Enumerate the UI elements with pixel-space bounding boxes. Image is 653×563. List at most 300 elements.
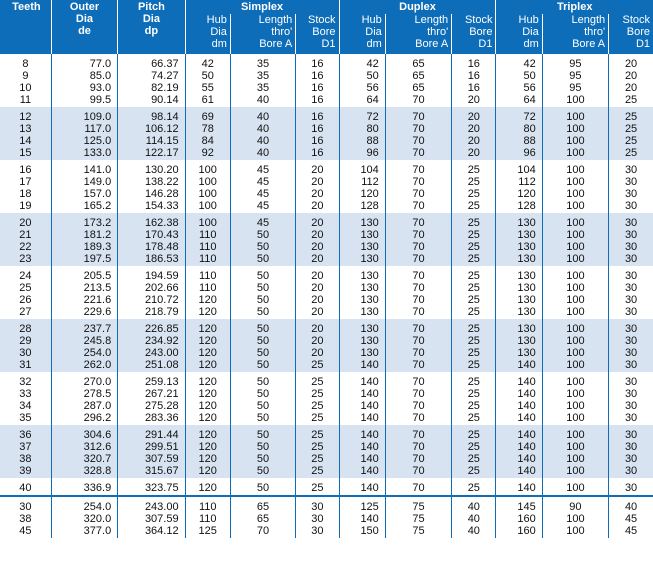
table-cell: 114.15 bbox=[118, 135, 185, 147]
table-cell: 25 bbox=[452, 213, 496, 229]
table-cell: 120 bbox=[339, 188, 385, 200]
table-cell: 30 bbox=[609, 319, 653, 335]
table-cell: 29 bbox=[0, 335, 51, 347]
header-simplex-stock-bore-l1: Stock bbox=[308, 14, 336, 26]
table-cell: 130 bbox=[496, 213, 542, 229]
table-cell: 70 bbox=[385, 372, 451, 388]
table-cell: 70 bbox=[385, 253, 451, 266]
table-row bbox=[0, 400, 653, 412]
table-cell: 40 bbox=[452, 496, 496, 513]
header-duplex-hub-dia-l1: Hub bbox=[361, 14, 382, 26]
header-simplex-hub-dia-l3: dm bbox=[211, 38, 227, 50]
table-cell: 50 bbox=[230, 282, 295, 294]
table-row bbox=[0, 465, 653, 478]
table-cell: 22 bbox=[0, 241, 51, 253]
table-cell: 40 bbox=[230, 135, 295, 147]
table-cell: 95 bbox=[542, 70, 608, 82]
table-cell: 130 bbox=[339, 294, 385, 306]
table-cell: 100 bbox=[542, 282, 608, 294]
table-cell: 78 bbox=[185, 123, 230, 135]
table-cell: 25 bbox=[609, 107, 653, 123]
table-cell: 40 bbox=[452, 525, 496, 538]
table-cell: 283.36 bbox=[118, 412, 185, 425]
table-cell: 120 bbox=[185, 319, 230, 335]
table-cell: 100 bbox=[542, 294, 608, 306]
table-cell: 100 bbox=[542, 123, 608, 135]
header-triplex-length-l1: Length bbox=[571, 14, 606, 26]
table-cell: 25 bbox=[452, 160, 496, 176]
table-cell: 328.8 bbox=[51, 465, 117, 478]
table-cell: 307.59 bbox=[118, 513, 185, 525]
table-row bbox=[0, 359, 653, 372]
table-cell: 14 bbox=[0, 135, 51, 147]
table-cell: 25 bbox=[296, 478, 339, 496]
table-cell: 130 bbox=[339, 241, 385, 253]
table-cell: 17 bbox=[19, 176, 32, 188]
table-cell: 120 bbox=[185, 453, 230, 465]
table-cell: 100 bbox=[542, 335, 608, 347]
table-cell: 110 bbox=[185, 253, 230, 266]
table-cell: 24 bbox=[19, 270, 32, 282]
table-cell: 130 bbox=[339, 229, 385, 241]
table-cell: 25 bbox=[452, 347, 496, 359]
header-simplex-hub-dia-l1: Hub bbox=[206, 14, 227, 26]
table-cell: 130 bbox=[339, 306, 385, 319]
table-cell: 13 bbox=[0, 123, 51, 135]
table-cell: 28 bbox=[0, 319, 51, 335]
table-cell: 30 bbox=[609, 465, 653, 478]
table-cell: 70 bbox=[385, 306, 451, 319]
table-cell: 130 bbox=[339, 266, 385, 282]
header-triplex-stock-bore-l1: Stock bbox=[622, 14, 650, 26]
table-cell: 30 bbox=[609, 282, 653, 294]
table-row bbox=[0, 82, 653, 94]
header-triplex-length bbox=[542, 14, 608, 54]
table-row bbox=[0, 425, 653, 441]
table-body bbox=[0, 54, 653, 538]
table-cell: 82.19 bbox=[118, 82, 185, 94]
table-cell: 128 bbox=[339, 200, 385, 213]
table-cell: 20 bbox=[296, 200, 339, 213]
table-cell: 291.44 bbox=[118, 425, 185, 441]
table-cell: 26 bbox=[19, 294, 32, 306]
table-cell: 70 bbox=[385, 123, 451, 135]
table-cell: 70 bbox=[230, 525, 295, 538]
table-row bbox=[0, 294, 653, 306]
table-cell: 20 bbox=[296, 160, 339, 176]
table-cell: 16 bbox=[296, 135, 339, 147]
table-cell: 130 bbox=[496, 282, 542, 294]
table-row bbox=[0, 372, 653, 388]
table-row bbox=[0, 229, 653, 241]
table-cell: 100 bbox=[542, 465, 608, 478]
table-cell: 110 bbox=[185, 266, 230, 282]
table-cell: 178.48 bbox=[118, 241, 185, 253]
table-header bbox=[0, 0, 653, 54]
table-cell: 45 bbox=[230, 176, 295, 188]
table-row bbox=[0, 241, 653, 253]
table-cell: 45 bbox=[609, 525, 653, 538]
table-row bbox=[0, 147, 653, 160]
table-cell: 30 bbox=[609, 400, 653, 412]
table-cell: 45 bbox=[230, 213, 295, 229]
table-cell: 70 bbox=[385, 200, 451, 213]
table-cell: 40 bbox=[609, 496, 653, 513]
table-cell: 120 bbox=[185, 347, 230, 359]
table-cell: 20 bbox=[452, 123, 496, 135]
table-cell: 120 bbox=[185, 478, 230, 496]
header-duplex-stock-bore-l3: D1 bbox=[478, 38, 493, 50]
table-cell: 20 bbox=[296, 253, 339, 266]
table-cell: 25 bbox=[296, 372, 339, 388]
table-row bbox=[0, 135, 653, 147]
table-cell: 140 bbox=[339, 400, 385, 412]
table-row bbox=[0, 188, 653, 200]
table-cell: 70 bbox=[385, 229, 451, 241]
table-cell: 100 bbox=[542, 229, 608, 241]
table-cell: 16 bbox=[296, 123, 339, 135]
table-cell: 56 bbox=[496, 82, 542, 94]
table-cell: 50 bbox=[230, 465, 295, 478]
table-cell: 45 bbox=[230, 188, 295, 200]
table-cell: 100 bbox=[185, 188, 230, 200]
table-cell: 140 bbox=[339, 412, 385, 425]
table-cell: 32 bbox=[19, 376, 32, 388]
table-cell: 75 bbox=[385, 513, 451, 525]
table-cell: 30 bbox=[609, 388, 653, 400]
table-cell: 30 bbox=[609, 372, 653, 388]
table-cell: 30 bbox=[609, 441, 653, 453]
table-cell: 100 bbox=[542, 176, 608, 188]
table-cell: 140 bbox=[496, 441, 542, 453]
header-duplex-stock-bore-l1: Stock bbox=[464, 14, 493, 26]
table-cell: 65 bbox=[385, 82, 451, 94]
header-duplex-length-l2: thro' bbox=[427, 26, 449, 38]
table-row bbox=[0, 513, 653, 525]
table-cell: 254.0 bbox=[51, 347, 117, 359]
table-cell: 110 bbox=[185, 241, 230, 253]
table-cell: 104 bbox=[339, 160, 385, 176]
table-cell: 275.28 bbox=[118, 400, 185, 412]
table-cell: 25 bbox=[452, 229, 496, 241]
table-cell: 25 bbox=[296, 388, 339, 400]
table-cell: 189.3 bbox=[51, 241, 117, 253]
table-cell: 16 bbox=[452, 54, 496, 70]
table-cell: 25 bbox=[452, 266, 496, 282]
table-cell: 229.6 bbox=[51, 306, 117, 319]
header-triplex-length-l2: thro' bbox=[584, 26, 606, 38]
table-cell: 50 bbox=[230, 241, 295, 253]
table-cell: 95 bbox=[542, 54, 608, 70]
table-cell: 20 bbox=[452, 147, 496, 160]
table-cell: 125.0 bbox=[51, 135, 117, 147]
table-cell: 304.6 bbox=[51, 425, 117, 441]
table-cell: 160 bbox=[496, 525, 542, 538]
table-row bbox=[0, 107, 653, 123]
table-cell: 65 bbox=[385, 54, 451, 70]
table-cell: 50 bbox=[230, 335, 295, 347]
table-cell: 21 bbox=[0, 229, 51, 241]
header-simplex-length-l1: Length bbox=[258, 14, 293, 26]
table-cell: 40 bbox=[230, 123, 295, 135]
table-cell: 130 bbox=[496, 306, 542, 319]
table-cell: 110 bbox=[185, 496, 230, 513]
table-row bbox=[0, 347, 653, 359]
table-cell: 70 bbox=[385, 94, 451, 107]
table-cell: 315.67 bbox=[118, 465, 185, 478]
table-cell: 33 bbox=[19, 388, 32, 400]
table-row bbox=[0, 306, 653, 319]
table-cell: 30 bbox=[296, 496, 339, 513]
table-cell: 55 bbox=[185, 82, 230, 94]
header-duplex-hub-dia-l2: Dia bbox=[365, 26, 382, 38]
table-cell: 104 bbox=[496, 160, 542, 176]
table-cell: 30 bbox=[609, 335, 653, 347]
table-cell: 100 bbox=[542, 306, 608, 319]
table-cell: 95 bbox=[542, 82, 608, 94]
table-cell: 30 bbox=[296, 513, 339, 525]
table-cell: 110 bbox=[185, 513, 230, 525]
table-cell: 64 bbox=[496, 94, 542, 107]
table-row bbox=[0, 441, 653, 453]
table-cell: 25 bbox=[19, 282, 32, 294]
table-cell: 170.43 bbox=[118, 229, 185, 241]
header-simplex-length-l2: thro' bbox=[271, 26, 293, 38]
table-cell: 100 bbox=[542, 241, 608, 253]
group-duplex: Duplex bbox=[339, 0, 496, 14]
table-cell: 30 bbox=[609, 160, 653, 176]
header-triplex-hub-dia-l3: dm bbox=[523, 38, 539, 50]
table-cell: 50 bbox=[496, 70, 542, 82]
table-cell: 16 bbox=[19, 164, 32, 176]
table-cell: 20 bbox=[296, 213, 339, 229]
table-cell: 120 bbox=[185, 388, 230, 400]
table-cell: 20 bbox=[609, 82, 653, 94]
table-cell: 120 bbox=[185, 441, 230, 453]
table-cell: 138.22 bbox=[118, 176, 185, 188]
table-cell: 20 bbox=[296, 282, 339, 294]
table-cell: 30 bbox=[609, 478, 653, 496]
table-cell: 100 bbox=[542, 253, 608, 266]
table-cell: 251.08 bbox=[118, 359, 185, 372]
table-cell: 30 bbox=[609, 412, 653, 425]
table-cell: 27 bbox=[19, 306, 32, 318]
table-cell: 98.14 bbox=[118, 107, 185, 123]
table-row bbox=[0, 160, 653, 176]
table-cell: 20 bbox=[452, 135, 496, 147]
table-row bbox=[0, 412, 653, 425]
table-cell: 110 bbox=[185, 229, 230, 241]
table-cell: 88 bbox=[496, 135, 542, 147]
table-cell: 120 bbox=[185, 359, 230, 372]
table-cell: 130 bbox=[496, 229, 542, 241]
table-row bbox=[0, 94, 653, 107]
table-cell: 50 bbox=[230, 306, 295, 319]
table-cell: 25 bbox=[296, 453, 339, 465]
table-cell: 85.0 bbox=[51, 70, 117, 82]
table-cell: 50 bbox=[230, 294, 295, 306]
table-cell: 100 bbox=[542, 135, 608, 147]
table-cell: 50 bbox=[230, 229, 295, 241]
table-cell: 160 bbox=[496, 513, 542, 525]
table-cell: 8 bbox=[22, 58, 29, 70]
table-cell: 130 bbox=[496, 266, 542, 282]
table-cell: 25 bbox=[296, 425, 339, 441]
table-cell: 278.5 bbox=[51, 388, 117, 400]
table-cell: 226.85 bbox=[118, 319, 185, 335]
table-cell: 364.12 bbox=[118, 525, 185, 538]
table-cell: 112 bbox=[496, 176, 542, 188]
table-cell: 146.28 bbox=[118, 188, 185, 200]
table-cell: 20 bbox=[296, 306, 339, 319]
header-pitch-dia bbox=[118, 0, 185, 54]
table-cell: 50 bbox=[230, 412, 295, 425]
table-cell: 125 bbox=[339, 496, 385, 513]
table-cell: 100 bbox=[542, 525, 608, 538]
table-cell: 35 bbox=[230, 70, 295, 82]
table-cell: 140 bbox=[496, 412, 542, 425]
table-cell: 100 bbox=[542, 478, 608, 496]
table-cell: 25 bbox=[452, 282, 496, 294]
table-cell: 25 bbox=[452, 200, 496, 213]
table-cell: 130 bbox=[496, 294, 542, 306]
table-cell: 30 bbox=[296, 525, 339, 538]
table-cell: 30 bbox=[609, 294, 653, 306]
table-cell: 112 bbox=[339, 176, 385, 188]
table-cell: 19 bbox=[19, 200, 32, 212]
table-cell: 267.21 bbox=[118, 388, 185, 400]
table-cell: 20 bbox=[296, 335, 339, 347]
table-cell: 307.59 bbox=[118, 453, 185, 465]
table-cell: 130 bbox=[496, 347, 542, 359]
table-cell: 75 bbox=[385, 525, 451, 538]
table-cell: 130 bbox=[496, 319, 542, 335]
table-cell: 20 bbox=[296, 188, 339, 200]
table-cell: 20 bbox=[452, 107, 496, 123]
table-cell: 16 bbox=[296, 107, 339, 123]
header-triplex-stock-bore-l2: Bore bbox=[626, 26, 650, 38]
table-cell: 70 bbox=[385, 453, 451, 465]
table-cell: 96 bbox=[339, 147, 385, 160]
table-cell: 130 bbox=[339, 335, 385, 347]
table-cell: 30 bbox=[609, 188, 653, 200]
table-cell: 20 bbox=[296, 176, 339, 188]
table-cell: 30 bbox=[609, 176, 653, 188]
table-cell: 25 bbox=[609, 123, 653, 135]
table-cell: 25 bbox=[296, 400, 339, 412]
table-cell: 42 bbox=[339, 54, 385, 70]
table-cell: 50 bbox=[230, 372, 295, 388]
table-cell: 30 bbox=[609, 266, 653, 282]
table-cell: 130 bbox=[339, 282, 385, 294]
table-cell: 100 bbox=[542, 160, 608, 176]
table-cell: 145 bbox=[496, 496, 542, 513]
header-simplex-length-l3: Bore A bbox=[259, 38, 293, 50]
table-cell: 245.8 bbox=[51, 335, 117, 347]
table-cell: 50 bbox=[230, 266, 295, 282]
table-cell: 31 bbox=[0, 359, 51, 372]
table-cell: 35 bbox=[19, 412, 32, 424]
table-row bbox=[0, 525, 653, 538]
table-cell: 120 bbox=[185, 294, 230, 306]
table-cell: 237.7 bbox=[51, 319, 117, 335]
table-cell: 100 bbox=[185, 200, 230, 213]
header-outer-dia-l1: Outer bbox=[69, 1, 100, 13]
header-triplex-length-l3: Bore A bbox=[572, 38, 606, 50]
table-cell: 72 bbox=[339, 107, 385, 123]
table-cell: 218.79 bbox=[118, 306, 185, 319]
table-cell: 130 bbox=[496, 335, 542, 347]
table-cell: 377.0 bbox=[51, 525, 117, 538]
table-cell: 122.17 bbox=[118, 147, 185, 160]
table-cell: 70 bbox=[385, 135, 451, 147]
table-cell: 64 bbox=[339, 94, 385, 107]
table-cell: 75 bbox=[385, 496, 451, 513]
table-cell: 181.2 bbox=[51, 229, 117, 241]
table-cell: 25 bbox=[452, 412, 496, 425]
table-cell: 38 bbox=[19, 513, 32, 525]
table-cell: 243.00 bbox=[118, 347, 185, 359]
table-cell: 35 bbox=[230, 82, 295, 94]
table-cell: 25 bbox=[452, 253, 496, 266]
table-cell: 162.38 bbox=[118, 213, 185, 229]
header-duplex-length-l3: Bore A bbox=[415, 38, 449, 50]
table-cell: 25 bbox=[452, 294, 496, 306]
table-cell: 140 bbox=[496, 359, 542, 372]
table-cell: 120 bbox=[185, 306, 230, 319]
table-cell: 25 bbox=[452, 359, 496, 372]
header-duplex-stock-bore bbox=[452, 14, 496, 54]
table-cell: 50 bbox=[230, 478, 295, 496]
table-cell: 80 bbox=[339, 123, 385, 135]
table-cell: 120 bbox=[185, 425, 230, 441]
table-cell: 30 bbox=[609, 229, 653, 241]
table-cell: 25 bbox=[452, 176, 496, 188]
table-cell: 20 bbox=[296, 347, 339, 359]
table-cell: 25 bbox=[296, 412, 339, 425]
table-cell: 92 bbox=[185, 147, 230, 160]
table-cell: 50 bbox=[230, 388, 295, 400]
table-cell: 40 bbox=[230, 147, 295, 160]
table-row bbox=[0, 478, 653, 496]
table-cell: 11 bbox=[19, 94, 32, 106]
table-cell: 20 bbox=[296, 294, 339, 306]
table-cell: 25 bbox=[452, 425, 496, 441]
table-cell: 74.27 bbox=[118, 70, 185, 82]
table-cell: 70 bbox=[385, 266, 451, 282]
table-cell: 100 bbox=[542, 347, 608, 359]
table-cell: 50 bbox=[230, 359, 295, 372]
header-triplex-hub-dia bbox=[496, 14, 542, 54]
header-simplex-stock-bore-l3: D1 bbox=[321, 38, 336, 50]
table-cell: 65 bbox=[230, 513, 295, 525]
table-cell: 70 bbox=[385, 335, 451, 347]
header-outer-dia bbox=[51, 0, 117, 54]
table-cell: 157.0 bbox=[51, 188, 117, 200]
header-triplex-hub-dia-l1: Hub bbox=[518, 14, 539, 26]
table-cell: 100 bbox=[542, 412, 608, 425]
table-cell: 20 bbox=[296, 266, 339, 282]
table-cell: 140 bbox=[496, 465, 542, 478]
table-cell: 70 bbox=[385, 478, 451, 496]
table-cell: 20 bbox=[609, 54, 653, 70]
table-cell: 30 bbox=[609, 453, 653, 465]
table-cell: 30 bbox=[609, 359, 653, 372]
table-cell: 25 bbox=[452, 335, 496, 347]
table-cell: 140 bbox=[496, 388, 542, 400]
table-cell: 140 bbox=[496, 400, 542, 412]
table-cell: 128 bbox=[496, 200, 542, 213]
